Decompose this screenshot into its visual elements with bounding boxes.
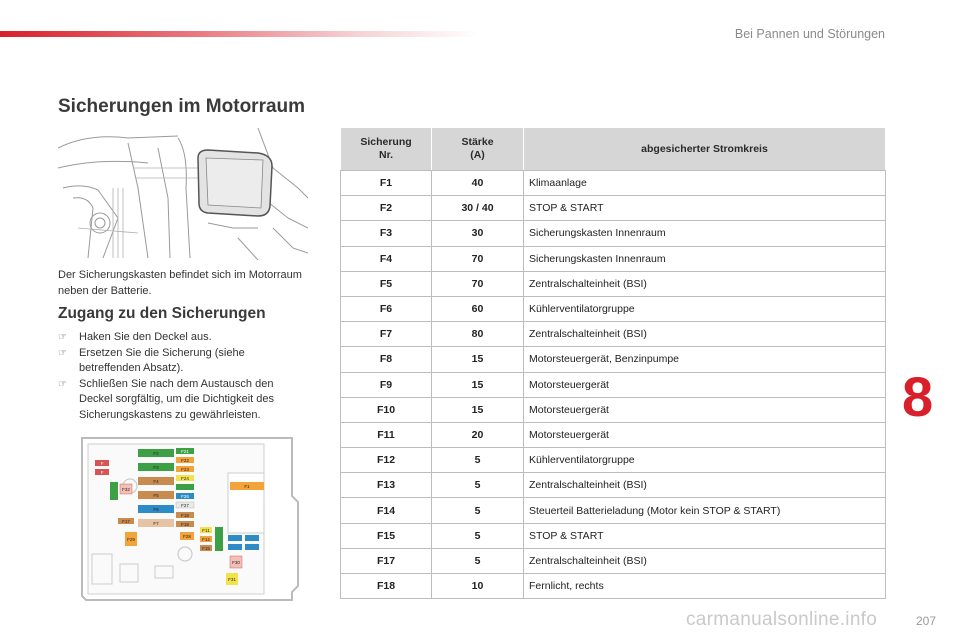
fuse-cell: F5 [341,271,432,296]
fuse-cell: F18 [341,574,432,599]
fuse-label: F21 [181,449,189,454]
circuit-cell: Motorsteuergerät [524,422,886,447]
fuse-label: F11 [202,528,210,533]
intro-text: Der Sicherungskasten befindet sich im Motorraum neben der Batterie. [58,269,302,297]
table-row [341,347,886,372]
fuse-cell: F12 [341,448,432,473]
fuse-cell: F1 [341,171,432,196]
fuse-label: F29 [127,537,135,542]
fuse-cell: F6 [341,296,432,321]
rating-cell: 10 [432,574,524,599]
circuit-cell: Zentralschalteinheit (BSI) [524,271,886,296]
rating-cell: 5 [432,448,524,473]
rating-cell: 30 / 40 [432,196,524,221]
fuse-label: F5 [153,493,159,498]
fuse-cell: F11 [341,422,432,447]
table-row [341,523,886,548]
column-header-circuit: abgesicherter Stromkreis [524,128,886,171]
chapter-color-bar [0,31,480,37]
rating-cell: 15 [432,347,524,372]
fuse-cell: F7 [341,322,432,347]
fuse-cell: F13 [341,473,432,498]
fuse-cell: F8 [341,347,432,372]
fuse-cell: F14 [341,498,432,523]
fuse-label: F23 [181,467,189,472]
rating-cell: 5 [432,473,524,498]
circuit-cell: STOP & START [524,196,886,221]
table-row [341,574,886,599]
chapter-title: Bei Pannen und Störungen [734,27,885,41]
rating-cell: 5 [432,498,524,523]
fuse-cell: F3 [341,221,432,246]
circuit-cell: Steuerteil Batterieladung (Motor kein STOP & START) [524,498,886,523]
circuit-cell: Motorsteuergerät, Benzinpumpe [524,347,886,372]
circuit-cell: Sicherungskasten Innenraum [524,221,886,246]
fuse-label: F12 [202,537,210,542]
column-header-rating: Stärke (A) [432,128,524,171]
circuit-cell: Motorsteuergerät [524,397,886,422]
circuit-cell: Zentralschalteinheit (BSI) [524,548,886,573]
circuit-cell: Fernlicht, rechts [524,574,886,599]
fuse-cell: F15 [341,523,432,548]
table-header-row [341,128,886,171]
pointing-arrow-icon: ☞ [58,332,67,343]
fuse-label: F2 [153,451,159,456]
fuse-label: F7 [153,521,159,526]
pointing-arrow-icon: ☞ [58,378,67,390]
rating-cell: 5 [432,548,524,573]
circuit-cell: Zentralschalteinheit (BSI) [524,322,886,347]
table-row [341,548,886,573]
svg-text:F: F [100,461,104,466]
circuit-cell: Zentralschalteinheit (BSI) [524,473,886,498]
fuse-box-diagram [80,436,300,602]
circuit-cell: Kühlerventilatorgruppe [524,448,886,473]
circuit-cell: Klimaanlage [524,171,886,196]
rating-cell: 15 [432,397,524,422]
fuse-label: F19 [181,522,189,527]
list-item: ☞ Haken Sie den Deckel aus. [58,330,308,346]
circuit-cell: Sicherungskasten Innenraum [524,246,886,271]
table-row [341,196,886,221]
fuse-cell: F10 [341,397,432,422]
engine-compartment-illustration [58,128,308,260]
circuit-cell: STOP & START [524,523,886,548]
table-row [341,372,886,397]
pointing-arrow-icon: ☞ [58,347,67,359]
table-row [341,246,886,271]
column-header-fuse: Sicherung Nr. [341,128,432,171]
fuse-label: F18 [181,513,189,518]
rating-cell: 15 [432,372,524,397]
table-row [341,498,886,523]
fuse-label: F30 [232,560,240,565]
fuse-label: F22 [181,458,189,463]
list-item: ☞ Ersetzen Sie die Sicherung (siehe betreffenden Absatz). [58,346,245,374]
section-heading: Zugang zu den Sicherungen [58,305,266,322]
table-row [341,271,886,296]
rating-cell: 60 [432,296,524,321]
rating-cell: 20 [432,422,524,447]
fuse-cell: F4 [341,246,432,271]
table-row [341,221,886,246]
fuse-table [340,127,886,599]
fuse-label: F1 [244,484,250,489]
rating-cell: 70 [432,271,524,296]
fuse-label: F15 [202,546,210,551]
fuse-cell: F2 [341,196,432,221]
table-row [341,171,886,196]
rating-cell: 30 [432,221,524,246]
table-row [341,322,886,347]
table-row [341,422,886,447]
watermark: carmanualsonline.info [686,609,878,630]
fuse-label: F32 [122,487,130,492]
fuse-label: F26 [181,494,189,499]
page-number: 207 [915,614,936,628]
rating-cell: 70 [432,246,524,271]
table-row [341,397,886,422]
fuse-cell: F17 [341,548,432,573]
rating-cell: 80 [432,322,524,347]
fuse-label: F27 [181,503,189,508]
list-item: ☞ Schließen Sie nach dem Austausch den Deckel sorgfältig, um die Dichtigkeit des Sicherungskastens zu gewährleisten. [58,377,275,421]
table-row [341,296,886,321]
rating-cell: 40 [432,171,524,196]
fuse-label: F4 [153,479,159,484]
instruction-list [58,330,308,423]
rating-cell: 5 [432,523,524,548]
fuse-label: F3 [153,465,159,470]
fuse-label: F8 [153,507,159,512]
circuit-cell: Kühlerventilatorgruppe [524,296,886,321]
fuse-label: F17 [122,519,130,524]
fuse-cell: F9 [341,372,432,397]
fuse-label: F28 [183,534,191,539]
section-tab-number: 8 [902,365,934,428]
svg-text:F: F [100,470,104,475]
circuit-cell: Motorsteuergerät [524,372,886,397]
page-title: Sicherungen im Motorraum [58,96,306,117]
fuse-label: F24 [181,476,189,481]
table-row [341,448,886,473]
fuse-label: F31 [228,577,236,582]
table-row [341,473,886,498]
